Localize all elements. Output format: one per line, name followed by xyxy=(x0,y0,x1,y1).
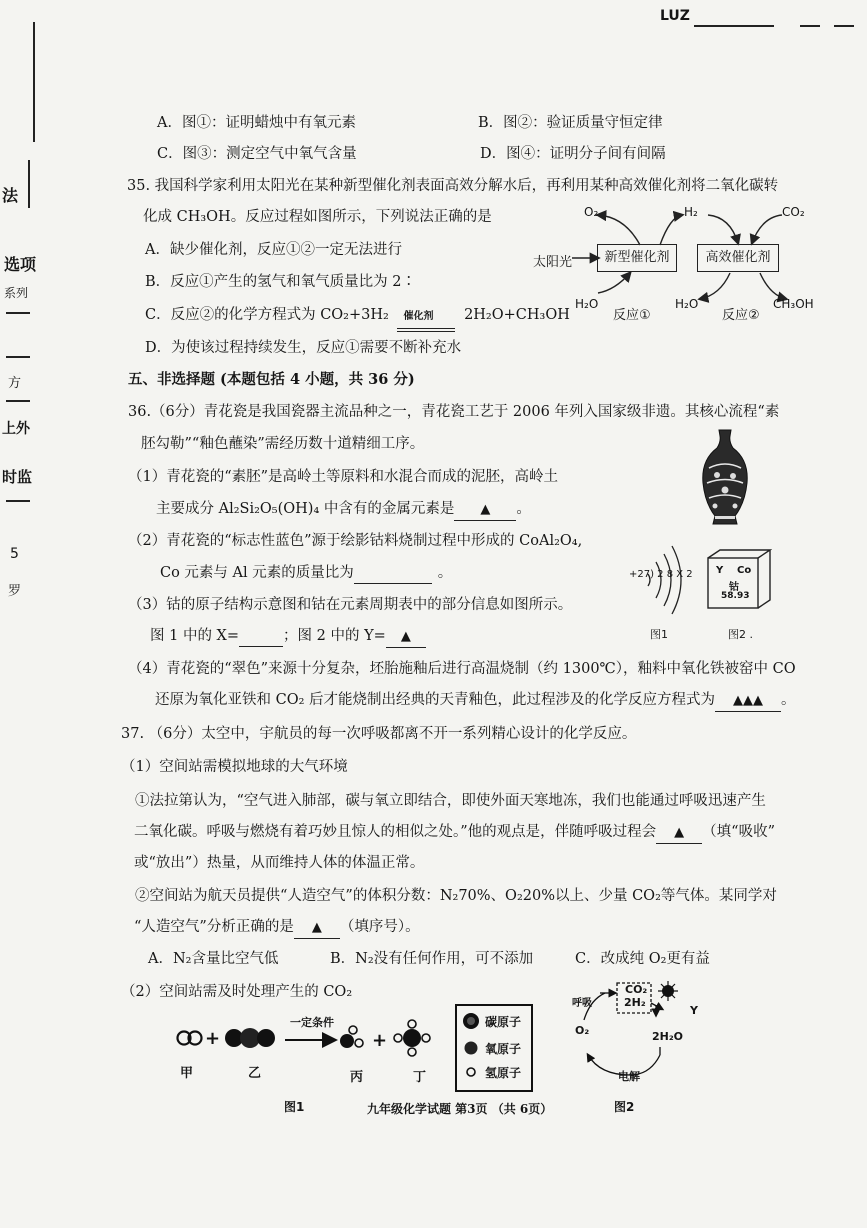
answer-blank[interactable] xyxy=(454,499,516,521)
equals-line xyxy=(397,328,455,329)
q36-part-3b-text: 图 1 中的 X= xyxy=(150,628,240,644)
q37-sub-1b-end: （填“吸收” xyxy=(702,824,775,840)
molecule-label-jia: 甲 xyxy=(180,1066,194,1081)
margin-dash xyxy=(6,500,30,502)
label-co2: CO₂ xyxy=(782,205,805,219)
label-sunlight: 太阳光 xyxy=(533,255,573,270)
margin-text: 5 xyxy=(10,546,19,562)
cell-element-name: 钴 xyxy=(729,582,739,593)
q34-option-a: A．图①：证明蜡烛中有氧元素 xyxy=(157,115,356,131)
label-reaction-1: 反应① xyxy=(613,308,651,323)
q36-part-4b-text: 还原为氧化亚铁和 CO₂ 后才能烧制出经典的天青釉色，此过程涉及的化学反应方程式为 xyxy=(155,692,716,708)
reaction-condition: 一定条件 xyxy=(290,1016,334,1029)
triangle-mark: ▲ xyxy=(311,920,322,935)
arrow-ch3oh xyxy=(760,273,786,299)
efficient-catalyst-box: 高效催化剂 xyxy=(697,244,779,272)
label-reaction-2: 反应② xyxy=(722,308,760,323)
cycle-2h2: 2H₂ xyxy=(624,996,646,1009)
answer-blank[interactable] xyxy=(386,626,426,648)
q37-stem: 37. （6分）太空中，宇航员的每一次呼吸都离不开一系列精心设计的化学反应。 xyxy=(121,726,637,742)
svg-text:+: + xyxy=(372,1030,388,1051)
triangle-mark: ▲ xyxy=(743,693,754,708)
margin-line xyxy=(33,22,35,142)
margin-text: 系列 xyxy=(4,286,29,300)
margin-text: 时监 xyxy=(2,468,33,486)
top-rule xyxy=(694,25,774,27)
q37-part-1: （1）空间站需模拟地球的大气环境 xyxy=(121,759,348,775)
q35-option-d: D．为使该过程持续发生，反应①需要不断补充水 xyxy=(145,340,462,356)
top-mark: LUZ xyxy=(660,8,690,24)
q35-option-a: A．缺少催化剂，反应①②一定无法进行 xyxy=(145,242,402,258)
legend-hydrogen: 氢原子 xyxy=(485,1066,522,1080)
q37-sub-2b-text: “人造空气”分析正确的是 xyxy=(134,919,294,935)
figure-2-caption: 图2 xyxy=(614,1100,635,1114)
label-ch3oh: CH₃OH xyxy=(773,297,814,311)
molecule-label-ding: 丁 xyxy=(413,1070,427,1085)
cycle-y: Y xyxy=(690,1004,698,1017)
cycle-electrolysis: 电解 xyxy=(618,1070,640,1083)
triangle-mark: ▲ xyxy=(400,629,411,644)
figure-2-caption: 图2 . xyxy=(728,628,753,641)
legend-carbon: 碳原子 xyxy=(485,1015,522,1029)
triangle-mark: ▲ xyxy=(733,693,744,708)
q36-part-3b xyxy=(150,626,426,648)
q37-sub-1b xyxy=(134,822,775,844)
figure-1-caption: 图1 xyxy=(650,628,668,641)
triangle-mark: ▲ xyxy=(674,825,685,840)
margin-dash xyxy=(6,356,30,358)
svg-text:+: + xyxy=(205,1028,221,1049)
top-rule xyxy=(834,25,854,27)
answer-blank[interactable] xyxy=(239,626,283,647)
q36-part-3b-mid: ；图 2 中的 Y= xyxy=(283,628,386,644)
figure-1-caption: 图1 xyxy=(284,1100,305,1114)
margin-dash xyxy=(6,312,30,314)
margin-text: 法 xyxy=(2,186,19,205)
answer-blank[interactable] xyxy=(354,563,432,584)
margin-line xyxy=(28,160,30,208)
arrow-h2o-mid xyxy=(700,273,730,299)
atom-shell-label: +27) 2 8 X 2 xyxy=(629,569,693,580)
cell-atomic-mass: 58.93 xyxy=(721,591,750,601)
legend-symbols xyxy=(459,1008,483,1086)
arrow-h2 xyxy=(660,215,682,245)
margin-dash xyxy=(6,400,30,402)
q36-part-4b-end: 。 xyxy=(781,692,796,708)
arrow-h2o-in xyxy=(598,273,630,293)
q37-sub-1c: 或“放出”）热量，从而维持人体的体温正常。 xyxy=(134,855,425,871)
arrow-co2-in xyxy=(752,215,782,243)
q35-stem-2: 化成 CH₃OH。反应过程如图所示，下列说法正确的是 xyxy=(143,209,492,225)
q35-stem-1: 35. 我国科学家利用太阳光在某种新型催化剂表面高效分解水后，再利用某种高效催化剂将二氧化碳转 xyxy=(127,178,779,194)
q34-option-d: D．图④：证明分子间有间隔 xyxy=(480,146,666,162)
q36-part-2b xyxy=(160,563,452,584)
molecule-label-yi: 乙 xyxy=(248,1066,262,1081)
equals-line xyxy=(397,331,455,332)
legend-oxygen: 氧原子 xyxy=(485,1042,522,1056)
q37-part-2: （2）空间站需及时处理产生的 CO₂ xyxy=(121,984,353,1000)
q37-sub-2b xyxy=(134,917,420,939)
q36-part-4a: （4）青花瓷的“翠色”来源十分复杂，坯胎施釉后进行高温烧制（约 1300℃），釉料中氧化铁被窑中 CO xyxy=(128,661,796,677)
cell-symbol: Co xyxy=(737,565,752,576)
answer-blank[interactable] xyxy=(715,691,781,712)
top-rule xyxy=(800,25,820,27)
q37-sub-1a: ①法拉第认为，“空气进入肺部，碳与氧立即结合，即使外面天寒地冻，我们也能通过呼吸迅速产生 xyxy=(135,793,766,809)
catalyst-condition-text: 催化剂 xyxy=(403,311,434,322)
answer-blank[interactable] xyxy=(294,917,340,939)
q35-option-c-left: C．反应②的化学方程式为 CO₂+3H₂ xyxy=(145,307,389,323)
margin-text: 罗 xyxy=(8,584,22,599)
margin-text: 选项 xyxy=(4,255,37,274)
triangle-mark: ▲ xyxy=(753,693,764,708)
cycle-2h2o: 2H₂O xyxy=(652,1030,684,1043)
q36-stem-1: 36.（6分）青花瓷是我国瓷器主流品种之一，青花瓷工艺于 2006 年列入国家级非遗。其核心流程“素 xyxy=(128,404,780,420)
label-o2: O₂ xyxy=(584,205,599,219)
answer-blank[interactable] xyxy=(656,822,702,844)
q36-part-2b-text: Co 元素与 Al 元素的质量比为 xyxy=(160,565,354,581)
arrow-o2 xyxy=(598,215,640,245)
cycle-co2: CO₂ xyxy=(625,983,648,996)
cell-atomic-number: Y xyxy=(716,565,724,576)
q36-stem-2: 胚勾勒”“釉色蘸染”需经历数十道精细工序。 xyxy=(141,436,425,452)
section-title: 五、非选择题 (本题包括 4 小题，共 36 分) xyxy=(128,371,415,388)
molecule-label-bing: 丙 xyxy=(350,1070,364,1085)
margin-text: 方 xyxy=(8,376,22,391)
label-h2: H₂ xyxy=(684,205,698,219)
q36-part-2b-end: 。 xyxy=(437,565,453,581)
q35-option-c xyxy=(145,305,570,325)
blue-white-vase-image xyxy=(695,428,755,528)
q36-part-1b-text: 主要成分 Al₂Si₂O₅(OH)₄ 中含有的金属元素是 xyxy=(156,501,455,517)
q36-part-3a: （3）钴的原子结构示意图和钴在元素周期表中的部分信息如图所示。 xyxy=(128,597,573,613)
q36-part-1b-end: 。 xyxy=(516,501,531,517)
q37-sub-1b-text: 二氧化碳。呼吸与燃烧有着巧妙且惊人的相似之处。”他的观点是，伴随呼吸过程会 xyxy=(134,824,657,840)
cycle-breath: 呼吸 xyxy=(572,998,592,1009)
triangle-mark: ▲ xyxy=(480,502,491,517)
margin-text: 上外 xyxy=(2,421,30,437)
q37-sub-2b-end: （填序号）。 xyxy=(339,919,420,935)
arrow-h2-in xyxy=(708,215,738,243)
q37-option-c: C．改成纯 O₂更有益 xyxy=(575,951,710,967)
q36-part-1a: （1）青花瓷的“素胚”是高岭土等原料和水混合而成的泥胚，高岭土 xyxy=(128,469,559,485)
page-footer: 九年级化学试题 第3页 （共 6页） xyxy=(367,1102,553,1116)
label-h2o-in: H₂O xyxy=(575,297,599,311)
cycle-o2: O₂ xyxy=(575,1024,590,1037)
q34-option-c: C．图③：测定空气中氧气含量 xyxy=(157,146,357,162)
q37-option-a: A．N₂含量比空气低 xyxy=(148,951,279,967)
q36-part-2a: （2）青花瓷的“标志性蓝色”源于绘影钴料烧制过程中形成的 CoAl₂O₄, xyxy=(128,533,583,549)
q36-part-4b xyxy=(155,690,796,712)
q37-option-b: B．N₂没有任何作用，可不添加 xyxy=(330,951,534,967)
q37-sub-2a: ②空间站为航天员提供“人造空气”的体积分数：N₂70%、O₂20%以上、少量 CO₂等气体。某同学对 xyxy=(135,888,777,904)
q34-option-b: B．图②：验证质量守恒定律 xyxy=(478,115,663,131)
label-h2o-out: H₂O xyxy=(675,297,699,311)
new-catalyst-box: 新型催化剂 xyxy=(597,244,677,272)
q36-part-1b xyxy=(156,499,531,521)
cobalt-atom-structure xyxy=(620,540,700,620)
q35-option-b: B．反应①产生的氢气和氧气质量比为 2∶ xyxy=(145,274,416,290)
q35-option-c-right: 2H₂O+CH₃OH xyxy=(464,307,570,323)
